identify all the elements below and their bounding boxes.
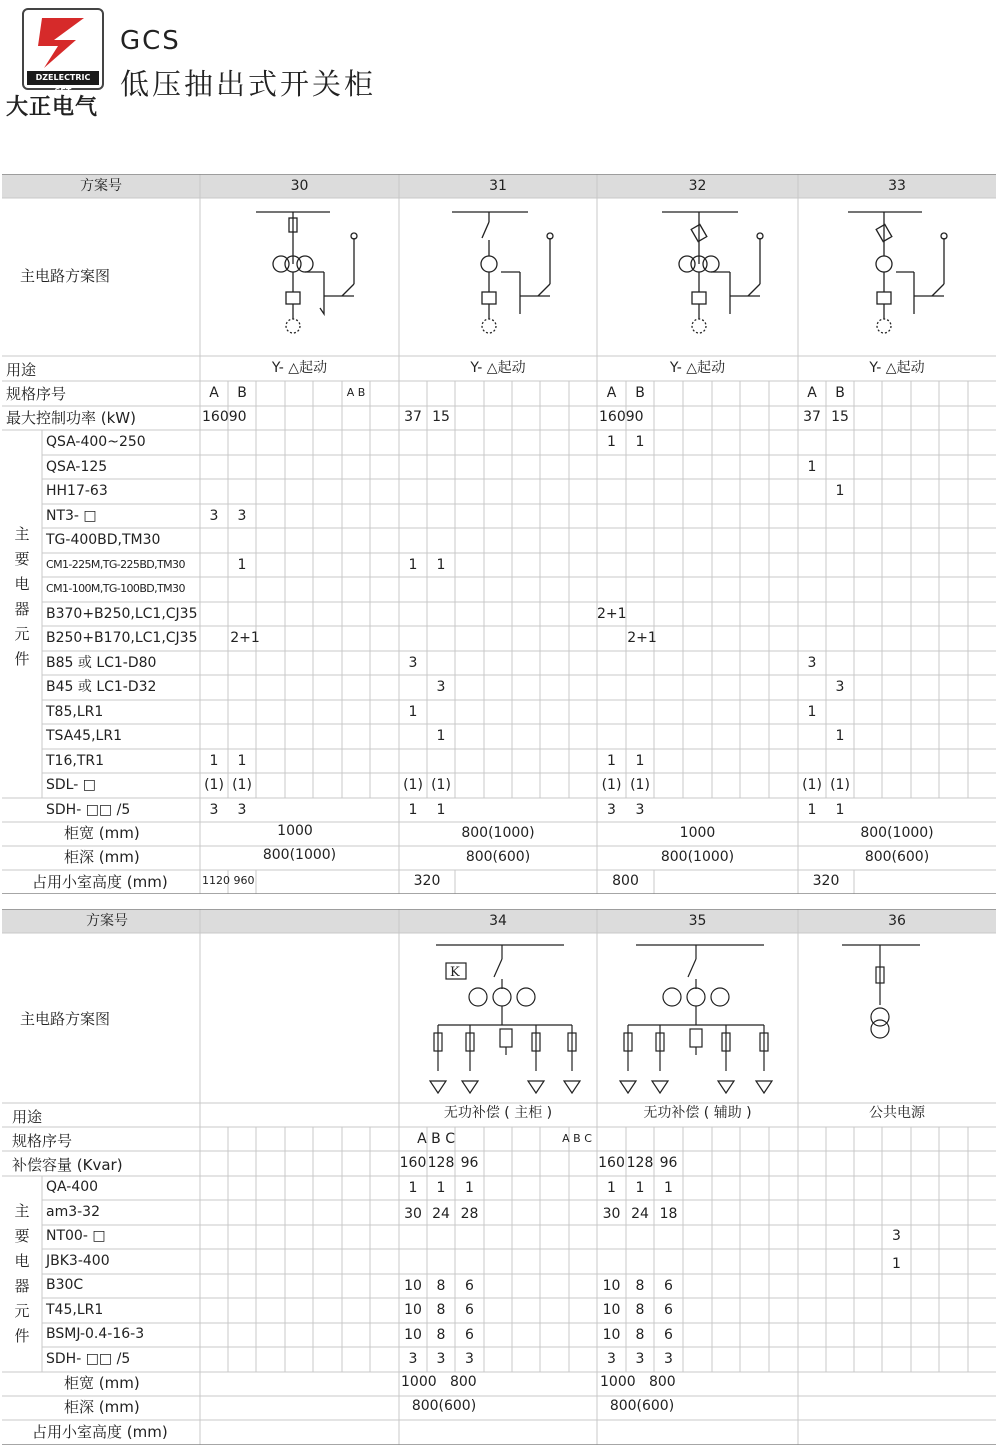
cell-value: 1 (436, 1180, 446, 1196)
component-name: JBK3-400 (46, 1253, 110, 1269)
component-name: QSA-125 (46, 459, 108, 475)
cell-value: 3 (664, 1351, 673, 1367)
use-35: 无功补偿 ( 辅助 ) (643, 1105, 752, 1121)
depth-label: 柜深 (mm) (64, 848, 140, 866)
cell-value: (1) (204, 777, 224, 793)
scheme-31: 31 (489, 178, 507, 194)
component-name: TSA45,LR1 (46, 728, 122, 744)
component-name: T16,TR1 (46, 753, 105, 769)
circuit-diagram-36 (842, 945, 920, 1038)
spec-34-extra: A B C (562, 1132, 592, 1145)
power-33-a: 37 (803, 409, 821, 425)
cell-value: 8 (436, 1327, 446, 1343)
use-label: 用途 (12, 1108, 43, 1126)
cell-value: 96 (460, 1155, 479, 1171)
scheme-33: 33 (888, 178, 906, 194)
cell-value: 10 (404, 1302, 422, 1318)
cell-value: 3 (607, 1351, 616, 1367)
cell-value: 3 (436, 679, 446, 695)
cell-value: 1 (635, 434, 645, 450)
width-label: 柜宽 (mm) (64, 1374, 140, 1392)
cell-value: 3 (408, 1351, 418, 1367)
cell-value: 18 (659, 1206, 678, 1222)
cell-value: 6 (664, 1302, 673, 1318)
spec-34: A B C (417, 1131, 455, 1147)
cell-value: (1) (403, 777, 423, 793)
cell-value: 8 (436, 1278, 446, 1294)
component-name: B370+B250,LC1,CJ35 (46, 606, 198, 622)
spec-label: 规格序号 (6, 385, 67, 403)
width-31: 800(1000) (461, 825, 535, 841)
cell-value: 3 (436, 1351, 446, 1367)
cell-value: (1) (601, 777, 622, 793)
use-36: 公共电源 (869, 1105, 925, 1121)
cell-value: (1) (431, 777, 451, 793)
cell-value: 6 (664, 1327, 673, 1343)
height-32: 800 (612, 873, 639, 889)
component-name: B85 或 LC1-D80 (46, 655, 157, 671)
width-34: 1000 800 (401, 1374, 477, 1390)
cell-value: 96 (659, 1155, 678, 1171)
use-31: Y- △起动 (470, 360, 526, 376)
depth-33: 800(600) (864, 849, 930, 865)
component-name: T85,LR1 (46, 704, 104, 720)
lightning-bolt-icon (24, 10, 102, 72)
component-name: CM1-100M,TG-100BD,TM30 (46, 582, 185, 595)
cell-value: 8 (635, 1327, 645, 1343)
scheme-32: 32 (688, 178, 707, 194)
diagram-label: 主电路方案图 (20, 1010, 111, 1028)
component-name: B250+B170,LC1,CJ35 (46, 630, 198, 646)
cell-value: 3 (465, 1351, 474, 1367)
cell-value: 1 (892, 1256, 901, 1272)
cell-value: 1 (408, 557, 418, 573)
power-32: 16090 (599, 409, 644, 425)
cell-value: 1 (607, 434, 616, 450)
component-name: NT3- □ (46, 508, 97, 524)
cell-value: 24 (631, 1206, 649, 1222)
scheme-34: 34 (489, 913, 507, 929)
depth-34: 800(600) (411, 1398, 477, 1414)
width-33: 800(1000) (860, 825, 934, 841)
cell-value: 30 (404, 1206, 422, 1222)
width-32: 1000 (679, 825, 716, 841)
power-31-a: 37 (404, 409, 422, 425)
cell-value: 10 (602, 1278, 621, 1294)
component-name: T45,LR1 (46, 1302, 104, 1318)
spec-33-b: B (835, 385, 845, 401)
cell-value: 10 (404, 1327, 422, 1343)
capacity-label: 补偿容量 (Kvar) (12, 1156, 123, 1174)
component-name: HH17-63 (46, 483, 108, 499)
cell-value: 10 (602, 1327, 621, 1343)
cell-value: 1 (607, 753, 616, 769)
spec-30-extra: A B (346, 386, 366, 399)
component-name: B30C (46, 1277, 84, 1293)
cell-value: 8 (635, 1278, 645, 1294)
cell-value: 3 (635, 802, 645, 818)
cell-value: 160 (399, 1155, 427, 1171)
cell-value: 3 (807, 655, 817, 671)
cell-value: 6 (664, 1278, 673, 1294)
component-name: SDH- □□ /5 (46, 1351, 131, 1367)
spec-32-b: B (635, 385, 645, 401)
cell-value: (1) (830, 777, 850, 793)
table-grid (2, 909, 996, 1445)
cell-value: 2+1 (597, 606, 627, 622)
height-30: 1120 960 (202, 874, 255, 887)
cell-value: 1 (436, 728, 446, 744)
power-33-b: 15 (831, 409, 849, 425)
circuit-diagram-33 (848, 212, 947, 333)
cell-value: 1 (436, 802, 446, 818)
height-31: 320 (413, 873, 441, 889)
cell-value: 3 (408, 655, 418, 671)
cell-value: 2+1 (230, 630, 260, 646)
spec-30-b: B (237, 385, 247, 401)
cell-value: 3 (635, 1351, 645, 1367)
spec-label: 规格序号 (12, 1132, 73, 1150)
component-name: SDL- □ (46, 777, 96, 793)
cell-value: 6 (465, 1327, 474, 1343)
component-name: B45 或 LC1-D32 (46, 679, 157, 695)
spec-32-a: A (606, 385, 617, 401)
cell-value: 10 (404, 1278, 422, 1294)
cell-value: 1 (635, 753, 645, 769)
page-title: GCS (120, 26, 181, 56)
cell-value: 1 (237, 753, 247, 769)
height-33: 320 (812, 873, 840, 889)
cell-value: 3 (237, 802, 247, 818)
circuit-diagram-30 (256, 212, 357, 333)
cell-value: 6 (465, 1278, 474, 1294)
cell-value: 30 (602, 1206, 621, 1222)
page-subtitle: 低压抽出式开关柜 (120, 67, 377, 101)
scheme-30: 30 (290, 178, 309, 194)
height-label: 占用小室高度 (mm) (32, 1423, 168, 1441)
cell-value: 8 (436, 1302, 446, 1318)
spec-30-a: A (209, 385, 219, 401)
cell-value: 1 (664, 1180, 673, 1196)
spec-33-a: A (807, 385, 817, 401)
logo-text: DZELECTRIC SET (27, 71, 99, 85)
page-header (0, 0, 1000, 130)
cell-value: 1 (465, 1180, 474, 1196)
cell-value: 1 (209, 753, 219, 769)
component-name: NT00- □ (46, 1228, 106, 1244)
depth-label: 柜深 (mm) (64, 1398, 140, 1416)
cell-value: 1 (807, 459, 817, 475)
cell-value: 3 (892, 1228, 901, 1244)
cell-value: 160 (598, 1155, 625, 1171)
depth-32: 800(1000) (660, 849, 735, 865)
depth-30: 800(1000) (262, 847, 337, 863)
use-label: 用途 (6, 361, 37, 379)
width-30: 1000 (277, 823, 313, 839)
power-31-b: 15 (432, 409, 450, 425)
cell-value: 3 (835, 679, 845, 695)
cell-value: 1 (436, 557, 446, 573)
depth-35: 800(600) (609, 1398, 675, 1414)
circuit-diagram-32 (662, 212, 763, 333)
cell-value: 1 (835, 802, 845, 818)
scheme-35: 35 (688, 913, 707, 929)
cell-value: 24 (432, 1206, 450, 1222)
power-label: 最大控制功率 (kW) (6, 409, 136, 427)
cell-value: 1 (408, 1180, 418, 1196)
brand-name: 大正电气 (6, 95, 99, 120)
k-label: K (450, 965, 460, 980)
company-logo (22, 8, 104, 96)
cell-value: 3 (209, 508, 219, 524)
circuit-diagram-35 (620, 945, 772, 1093)
component-name: SDH- □□ /5 (46, 802, 131, 818)
circuit-diagram-31 (452, 212, 553, 333)
cell-value: 1 (408, 802, 418, 818)
depth-31: 800(600) (465, 849, 531, 865)
cell-value: 3 (607, 802, 616, 818)
scheme-number-label: 方案号 (80, 178, 122, 194)
cell-value: 6 (465, 1302, 474, 1318)
cell-value: 1 (635, 1180, 645, 1196)
component-name: TG-400BD,TM30 (46, 532, 161, 548)
scheme-table-30-33 (2, 174, 996, 894)
cell-value: 1 (807, 802, 817, 818)
power-30: 16090 (202, 409, 247, 425)
use-34: 无功补偿 ( 主柜 ) (443, 1105, 553, 1121)
component-name: QSA-400~250 (46, 434, 146, 450)
circuit-diagram-34 (430, 945, 580, 1093)
cell-value: 2+1 (627, 630, 657, 646)
cell-value: 1 (408, 704, 418, 720)
cell-value: 1 (835, 728, 845, 744)
cell-value: 8 (635, 1302, 645, 1318)
scheme-36: 36 (888, 913, 906, 929)
cell-value: (1) (232, 777, 252, 793)
cell-value: 1 (807, 704, 817, 720)
use-33: Y- △起动 (869, 360, 925, 376)
cell-value: 10 (602, 1302, 621, 1318)
component-name: QA-400 (46, 1179, 99, 1195)
cell-value: 1 (835, 483, 845, 499)
components-vertical-label: 主 要 电 器 元 件 (14, 1202, 30, 1345)
cell-value: 128 (427, 1155, 455, 1171)
cell-value: (1) (802, 777, 822, 793)
component-name: CM1-225M,TG-225BD,TM30 (46, 558, 185, 571)
cell-value: 128 (626, 1155, 654, 1171)
cell-value: 1 (237, 557, 247, 573)
component-name: am3-32 (46, 1204, 100, 1220)
cell-value: 3 (209, 802, 219, 818)
width-label: 柜宽 (mm) (64, 824, 140, 842)
cell-value: 3 (237, 508, 247, 524)
cell-value: 28 (460, 1206, 479, 1222)
components-vertical-label: 主 要 电 器 元 件 (14, 525, 30, 668)
height-label: 占用小室高度 (mm) (32, 873, 168, 891)
scheme-number-label: 方案号 (86, 913, 128, 929)
scheme-table-34-36 (2, 909, 996, 1445)
cell-value: 1 (607, 1180, 616, 1196)
width-35: 1000 800 (600, 1374, 676, 1390)
diagram-label: 主电路方案图 (20, 267, 111, 285)
use-32: Y- △起动 (669, 360, 726, 376)
cell-value: (1) (630, 777, 650, 793)
component-name: BSMJ-0.4-16-3 (46, 1326, 145, 1342)
use-30: Y- △起动 (271, 360, 328, 376)
